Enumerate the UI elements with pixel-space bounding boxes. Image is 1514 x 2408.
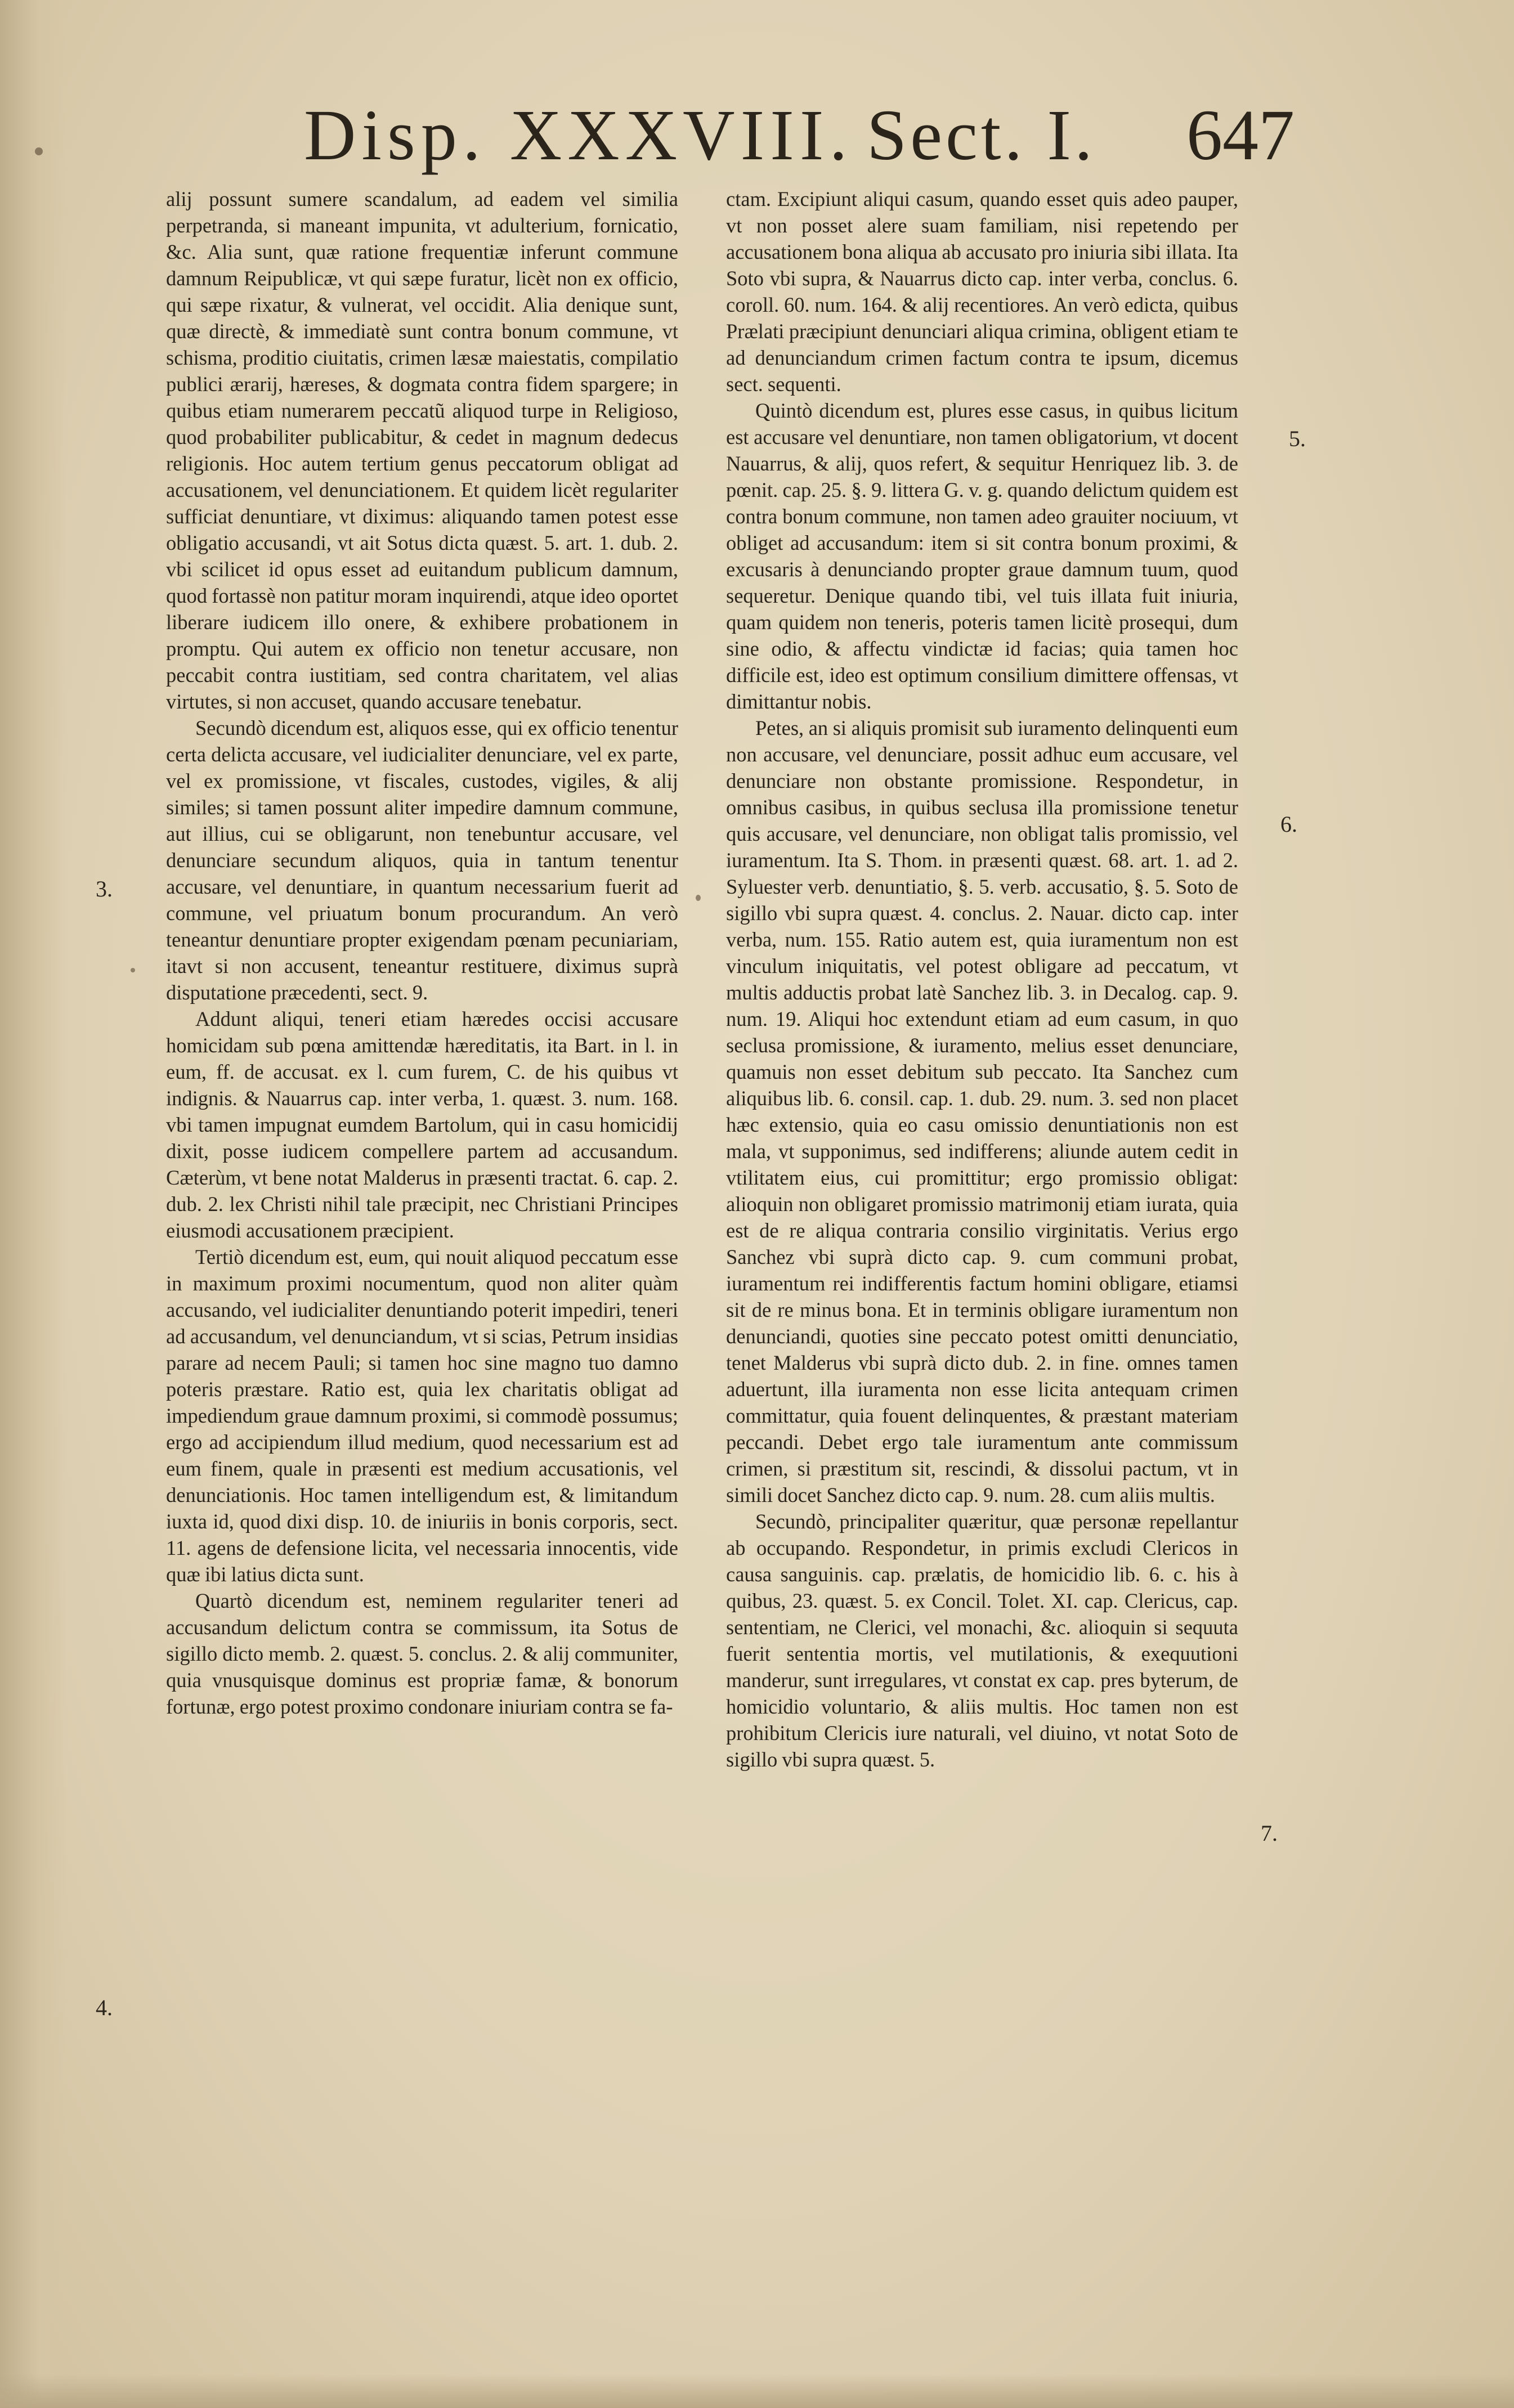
section-title: Sect. I. [867, 95, 1096, 175]
paragraph: Petes, an si aliquis promisit sub iuramento delinquenti eum non accusare, vel denunciare, possit adhuc eum accusare, vel denunciare non obstante promissione. Respondetur, in omnibus casibus, in quibus seclusa illa promissione tenetur quis accusare, vel denunciare, non obligat talis promissio, vel iuramentum. Ita S. Thom. in præsenti quæst. 68. art. 1. ad 2. Syluester verb. denuntiatio, §. 5. verb. accusatio, §. 5. Soto de sigillo vbi supra quæst. 4. conclus. 2. Nauar. dicto cap. inter verba, num. 155. Ratio autem est, quia iuramentum non est vinculum iniquitatis, vel potest obligare ad peccatum, vt multis adductis probat latè Sanchez lib. 3. in Decalog. cap. 9. num. 19. Aliqui hoc extendunt etiam ad eum casum, in quo seclusa promissione, & iuramento, melius esset denunciare, quamuis non esset debitum sub peccato. Ita Sanchez cum aliquibus lib. 6. consil. cap. 1. dub. 29. num. 3. sed non placet hæc extensio, quia eo casu omissio denuntiationis non est mala, vt supponimus, sed indifferens; aliunde autem cedit in vtilitatem eius, cui promittitur; ergo promissio obligat: alioquin non obligaret promissio matrimonij etiam iurata, quia est de re aliqua contraria consilio virginitatis. Verius ergo Sanchez vbi suprà dicto cap. 9. cum communi probat, iuramentum rei indifferentis factum homini obligare, etiamsi sit de re minus bona. Et in terminis obligare iuramentum non denunciandi, quoties sine peccato potest omitti denunciatio, tenet Malderus vbi suprà dicto dub. 2. in fine. omnes tamen aduertunt, illa iuramenta non esse licita antequam crimen committatur, quia fouent delinquentes, & præstant materiam peccandi. Debet ergo tale iuramentum ante commissum crimen, si præstitum sit, rescindi, & dissolui pactum, vt in simili docet Sanchez dicto cap. 9. num. 28. cum aliis multis. [726, 716, 1238, 1506]
margin-number-7: 7. [1261, 1820, 1278, 1846]
margin-number-4: 4. [96, 1995, 113, 2020]
disputation-title: Disp. XXXVIII. [304, 95, 853, 175]
right-column [726, 186, 1238, 1773]
page-number: 647 [1186, 95, 1294, 175]
paragraph: Quartò dicendum est, neminem regulariter teneri ad accusandum delictum contra se commissum, ita Sotus de sigillo dicto memb. 2. quæst. 5. conclus. 2. & alij communiter, quia vnusquisque dominus est propriæ famæ, & bonorum fortunæ, ergo potest proximo condonare iniuriam contra se fa- [166, 1589, 678, 1718]
paragraph: Quintò dicendum est, plures esse casus, in quibus licitum est accusare vel denuntiare, non tamen obligatorium, vt docent Nauarrus, & alij, quos refert, & sequitur Henriquez lib. 3. de pœnit. cap. 25. §. 9. littera G. v. g. quando delictum quidem est contra bonum commune, non tamen adeo grauiter nociuum, vt obliget ad accusandum: item si sit contra bonum proximi, & excusaris à denunciando propter graue damnum tuum, quod sequeretur. Denique quando tibi, vel tuis illata fuit iniuria, quam quidem non teneris, poteris tamen licitè prosequi, dum sine odio, & affectu vindictæ id facias; quia tamen hoc difficile est, ideo est optimum consilium dimittere offensas, vt dimittantur nobis. [726, 399, 1238, 713]
running-header [304, 84, 1294, 186]
ink-spot [131, 968, 135, 972]
paragraph: Tertiò dicendum est, eum, qui nouit aliquod peccatum esse in maximum proximi nocumentum, quod non aliter quàm accusando, vel iudicialiter denuntiando poterit impediri, teneri ad accusandum, vel denunciandum, vt si scias, Petrum insidias parare ad necem Pauli; si tamen hoc sine magno tuo damno poteris præstare. Ratio est, quia lex charitatis obligat ad impediendum graue damnum proximi, si commodè possumus; ergo ad accipiendum illud medium, quod necessarium est ad eum finem, quale in præsenti est medium accusationis, vel denunciationis. Hoc tamen intelligendum est, & limitandum iuxta id, quod dixi disp. 10. de iniuriis in bonis corporis, sect. 11. agens de defensione licita, vel necessaria innocentis, vide quæ ibi latius dicta sunt. [166, 1245, 678, 1586]
paragraph: Secundò dicendum est, aliquos esse, qui ex officio tenentur certa delicta accusare, vel iudicialiter denunciare, vel ex parte, vel ex promissione, vt fiscales, custodes, vigiles, & alij similes; si tamen possunt aliter impedire damnum commune, aut illius, cui se obligarunt, non tenebuntur accusare, vel denunciare secundum aliquos, quia in tantum tenentur accusare, vel denuntiare, in quantum necessarium fuerit ad commune, vel priuatum bonum procurandum. An verò teneantur denuntiare propter exigendam pœnam pecuniariam, itavt si non accusent, teneantur restituere, diximus suprà disputatione præcedenti, sect. 9. [166, 716, 678, 1004]
paragraph: alij possunt sumere scandalum, ad eadem vel similia perpetranda, si maneant impunita, vt adulterium, fornicatio, &c. Alia sunt, quæ ratione frequentiæ inferunt commune damnum Reipublicæ, vt qui sæpe furatur, licèt non ex officio, qui sæpe rixatur, & vulnerat, vel occidit. Alia denique sunt, quæ directè, & immediatè sunt contra bonum commune, vt schisma, proditio ciuitatis, crimen læsæ maiestatis, compilatio publici ærarij, hæreses, & dogmata contra fidem spargere; in quibus etiam numerarem peccatũ aliquod turpe in Religioso, quod probabiliter publicabitur, & cedet in magnum dedecus religionis. Hoc autem tertium genus peccatorum obligat ad accusationem, vel denunciationem. Et quidem licèt regulariter sufficiat denuntiare, vt diximus: aliquando tamen potest esse obligatio accusandi, vt ait Sotus dicta quæst. 5. art. 1. dub. 2. vbi scilicet id opus esset ad euitandum publicum damnum, quod fortassè non patitur moram inquirendi, atque ideo oportet liberare iudicem illo onere, & exhibere probationem in promptu. Qui autem ex officio non tenetur accusare, non peccabit contra iustitiam, sed contra charitatem, vel alias virtutes, si non accuset, quando accusare tenebatur. [166, 187, 678, 713]
paragraph: ctam. Excipiunt aliqui casum, quando esset quis adeo pauper, vt non posset alere suam familiam, nisi repetendo per accusationem bona aliqua ab accusato pro iniuria sibi illata. Ita Soto vbi supra, & Nauarrus dicto cap. inter verba, conclus. 6. coroll. 60. num. 164. & alij recentiores. An verò edicta, quibus Prælati præcipiunt denunciari aliqua crimina, obligent etiam te ad denunciandum crimen factum contra te ipsum, dicemus sect. sequenti. [726, 187, 1238, 396]
binding-shadow [0, 0, 68, 2408]
paragraph: Secundò, principaliter quæritur, quæ personæ repellantur ab occupando. Respondetur, in primis excludi Clericos in causa sanguinis. cap. prælatis, de homicidio lib. 6. c. his à quibus, 23. quæst. 5. ex Concil. Tolet. XI. cap. Clericus, cap. sententiam, ne Clerici, vel monachi, &c. alioquin si sequuta fuerit sententia mortis, vel mutilationis, & exequutioni manderur, sunt irregulares, vt constat ex cap. pres byterum, de homicidio voluntario, & aliis multis. Hoc tamen non est prohibitum Clericis iure naturali, vel diuino, vt notat Soto de sigillo vbi supra quæst. 5. [726, 1510, 1238, 1771]
margin-number-3: 3. [96, 876, 113, 902]
margin-number-6: 6. [1280, 811, 1297, 837]
paragraph: Addunt aliqui, teneri etiam hæredes occisi accusare homicidam sub pœna amittendæ hæreditatis, ita Bart. in l. in eum, ff. de accusat. ex l. cum furem, C. de his quibus vt indignis. & Nauarrus cap. inter verba, 1. quæst. 3. num. 168. vbi tamen impugnat eumdem Bartolum, qui in casu homicidij dixit, posse iudicem compellere partem ad accusandum. Cæterùm, vt bene notat Malderus in præsenti tractat. 6. cap. 2. dub. 2. lex Christi nihil tale præcipit, nec Christiani Principes eiusmodi accusationem præcipient. [166, 1007, 678, 1242]
left-column [166, 186, 678, 1720]
margin-number-5: 5. [1289, 426, 1306, 451]
bottom-edge-shadow [0, 2374, 1514, 2408]
ink-spot [696, 895, 701, 901]
ink-spot [35, 147, 43, 155]
